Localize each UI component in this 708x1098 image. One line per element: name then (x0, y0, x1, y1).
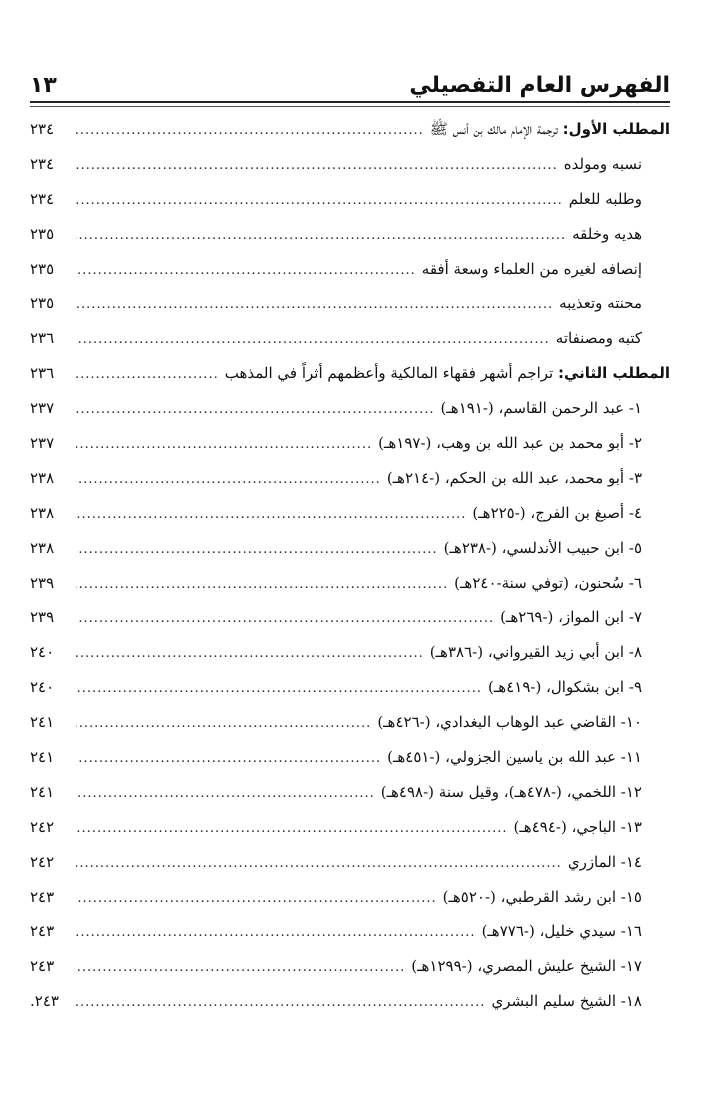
toc-entry-page: ٢٣٩ (30, 573, 55, 592)
toc-leader-dots (76, 748, 381, 770)
toc-entry (30, 258, 670, 293)
toc-leader-dots (76, 853, 562, 875)
toc-entry-title (482, 920, 670, 942)
toc-entry-text: ٣- أبو محمد، عبد الله بن الحكم، (-٢١٤هـ) (386, 468, 642, 487)
toc-leader-dots (76, 469, 381, 491)
toc-entry-page: ٢٣٧ (30, 434, 55, 453)
toc-entry-page: ٢٤٢ (30, 852, 55, 871)
toc-entry (30, 711, 670, 746)
toc-entry (30, 676, 670, 711)
toc-entry-page: ٢٣٩ (30, 608, 55, 627)
toc-entry-page: ٢٣٥ (30, 294, 55, 313)
toc-entry (30, 990, 670, 1025)
toc-entry-text: تراجم أشهر فقهاء المالكية وأعظمهم أثراً في المذهب (224, 364, 558, 383)
toc-entry-text: ١٣- الباجي، (-٤٩٤هـ) (513, 817, 642, 836)
toc-entry-page: ٢٤٢ (30, 817, 55, 836)
toc-entry-text: ١٦- سيدي خليل، (-٧٧٦هـ) (481, 922, 642, 941)
toc-entry-text: ١٥- ابن رشد القرطبي، (-٥٢٠هـ) (442, 887, 642, 906)
toc-leader-dots (76, 957, 405, 979)
toc-leader-dots (76, 225, 566, 247)
toc-entry (30, 886, 670, 921)
toc-entry-title (378, 432, 670, 454)
toc-leader-dots (76, 120, 424, 142)
toc-entry-text: ٧- ابن المواز، (-٢٦٩هـ) (500, 608, 642, 627)
toc-entry-page: ٢٤٣ (30, 922, 55, 941)
toc-entry-text: وطلبه للعلم (568, 189, 642, 208)
toc-leader-dots (76, 294, 553, 316)
toc-entry-title (430, 118, 670, 140)
toc-entry-page: ٢٤١ (30, 782, 55, 801)
toc-entry-title (556, 327, 670, 349)
toc-entry-page: ٢٤٣. (30, 992, 59, 1011)
toc-leader-dots (76, 783, 375, 805)
toc-entry-text: ١١- عبد الله بن ياسين الجزولي، (-٤٥١هـ) (387, 748, 642, 767)
toc-entry (30, 955, 670, 990)
toc-entry-title (559, 292, 670, 314)
toc-entry-title (381, 781, 670, 803)
page-header (30, 60, 670, 100)
toc-entry-title (422, 258, 670, 280)
toc-leader-dots (76, 504, 466, 526)
toc-entry-text: نسبه ومولده (563, 154, 642, 173)
toc-entry-page: ٢٤٣ (30, 887, 55, 906)
toc-entry (30, 362, 670, 397)
toc-entry (30, 153, 670, 188)
toc-entry (30, 223, 670, 258)
toc-entry (30, 572, 670, 607)
toc-entry-page: ٢٣٨ (30, 538, 55, 557)
toc-entry-page: ٢٤١ (30, 748, 55, 767)
toc-entry-page: ٢٤٣ (30, 957, 55, 976)
toc-entry-title (488, 676, 670, 698)
toc-leader-dots (76, 364, 219, 386)
toc-entry-page: ٢٣٤ (30, 189, 55, 208)
toc-entry-text: ١٨- الشيخ سليم البشري (491, 992, 642, 1011)
toc-leader-dots (76, 260, 416, 282)
toc-entry (30, 781, 670, 816)
toc-entry-title (454, 572, 670, 594)
toc-entry-page: ٢٤٠ (30, 678, 55, 697)
toc-entry-text: ١- عبد الرحمن القاسم، (-١٩١هـ) (440, 399, 642, 418)
toc-entry-text: كتبه ومصنفاته (555, 329, 642, 348)
toc-entry-title (572, 223, 670, 245)
toc-entry (30, 920, 670, 955)
toc-entry (30, 327, 670, 362)
toc-leader-dots (76, 190, 563, 212)
toc-entry (30, 397, 670, 432)
toc-entry-title (411, 955, 670, 977)
toc-leader-dots (76, 888, 437, 910)
toc-entry (30, 816, 670, 851)
toc-entry-title (225, 362, 670, 384)
toc-entry (30, 502, 670, 537)
toc-leader-dots (76, 539, 438, 561)
toc-entry-page: ٢٣٤ (30, 120, 55, 138)
toc-entry-text: ١٠- القاضي عبد الوهاب البغدادي، (-٤٢٦هـ) (377, 713, 642, 732)
toc-entry (30, 641, 670, 676)
header-divider (30, 101, 670, 107)
toc-entry (30, 746, 670, 781)
toc-entry-page: ٢٣٧ (30, 399, 55, 418)
toc-entry-text: ١٧- الشيخ عليش المصري، (-١٢٩٩هـ) (411, 957, 642, 976)
toc-entry-title (500, 606, 670, 628)
toc-entry-title (514, 816, 670, 838)
toc-entry-page: ٢٣٨ (30, 468, 55, 487)
toc-entry-page: ٢٣٥ (30, 224, 55, 243)
toc-leader-dots (76, 818, 508, 840)
toc-entry (30, 537, 670, 572)
toc-entry-title (444, 537, 670, 559)
toc-entry-title (569, 188, 670, 210)
toc-entry-text: ٢- أبو محمد بن عبد الله بن وهب، (-١٩٧هـ) (378, 434, 642, 453)
toc-entry-text: ١٢- اللخمي، (-٤٧٨هـ)، وقيل سنة (-٤٩٨هـ) (380, 782, 642, 801)
toc-leader-dots (76, 574, 448, 596)
toc-entry-heading: المطلب الأول: (562, 120, 670, 138)
toc-leader-dots (76, 434, 372, 456)
toc-leader-dots (76, 399, 435, 421)
toc-entry-text: ٨- ابن أبي زيد القيرواني، (-٣٨٦هـ) (429, 643, 642, 662)
toc-leader-dots (76, 992, 485, 1014)
toc-entry-title (564, 153, 670, 175)
toc-entry-title (430, 641, 670, 663)
running-title: الفهرس العام التفصيلي (409, 73, 670, 98)
toc-entry-title (472, 502, 670, 524)
toc-entry-text: ٤- أصبغ بن الفرج، (-٢٢٥هـ) (472, 503, 642, 522)
toc-leader-dots (76, 155, 558, 177)
toc-entry-heading: المطلب الثاني: (557, 364, 670, 383)
toc-entry-text: محنته وتعذيبه (559, 294, 642, 313)
toc-entry-text: هديه وخلقه (572, 224, 642, 243)
toc-entry-page: ٢٣٨ (30, 503, 55, 522)
toc-entry-title (377, 711, 670, 733)
toc-entry-page: ٢٤٠ (30, 643, 55, 662)
toc-entry-title (443, 886, 670, 908)
toc-leader-dots (76, 713, 371, 735)
toc-entry (30, 292, 670, 327)
toc-entry-title (387, 746, 670, 768)
toc-entry-text: إنصافه لغيره من العلماء وسعة أفقه (421, 259, 642, 278)
toc-entry-text: ٥- ابن حبيب الأندلسي، (-٢٣٨هـ) (443, 538, 642, 557)
toc-entry-text: ترجمة الإمام مالك بن أنس ﷺ (429, 120, 563, 138)
toc-entry-text: ٦- سُحنون، (توفي سنة-٢٤٠هـ) (454, 573, 642, 592)
toc-entry-page: ٢٣٥ (30, 259, 55, 278)
toc-entry (30, 606, 670, 641)
toc-entry-page: ٢٤١ (30, 713, 55, 732)
toc-entry-title (387, 467, 670, 489)
toc-entry (30, 467, 670, 502)
toc-leader-dots (76, 922, 476, 944)
page-number: ١٣ (30, 73, 57, 98)
toc-leader-dots (76, 678, 482, 700)
toc-leader-dots (76, 329, 550, 351)
toc-leader-dots (76, 608, 494, 630)
toc-entry-page: ٢٣٦ (30, 364, 55, 383)
toc-entry (30, 432, 670, 467)
toc-entry-text: ٩- ابن بشكوال، (-٤١٩هـ) (488, 678, 642, 697)
toc-entry (30, 851, 670, 886)
toc-leader-dots (76, 643, 424, 665)
toc-entry (30, 118, 670, 153)
toc-entry-page: ٢٣٦ (30, 329, 55, 348)
toc-entry (30, 188, 670, 223)
toc-entry-text: ١٤- المازري (567, 852, 642, 871)
toc-entry-title (568, 851, 670, 873)
toc-entry-title (441, 397, 670, 419)
toc-entry-page: ٢٣٤ (30, 154, 55, 173)
toc-entry-title (491, 990, 670, 1012)
table-of-contents (30, 118, 670, 1025)
